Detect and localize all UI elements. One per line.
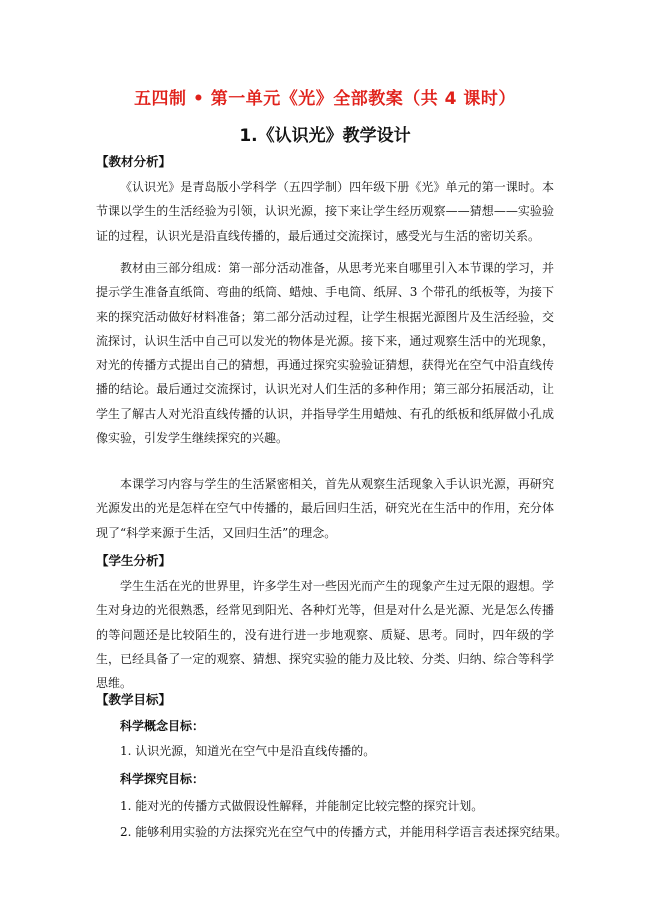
textbook-analysis-heading: 【教材分析】 <box>96 154 172 169</box>
concept-goals-label: 科学概念目标： <box>120 719 205 733</box>
inquiry-goal-2: 2. 能够利用实验的方法探究光在空气中的传播方式，并能用科学语言表述探究结果。 <box>120 825 568 839</box>
textbook-paragraph-1: 《认识光》是青岛版小学科学（五四学制）四年级下册《光》单元的第一课时。本节课以学生的生活经验为引领，认识光源，接下来让学生经历观察——猜想——实验验证的过程，认识光是沿直线传播的，最后通过交流探讨，感受光与生活的密切关系。 <box>96 180 554 243</box>
textbook-paragraph-3: 本课学习内容与学生的生活紧密相关，首先从观察生活现象入手认识光源，再研究光源发出的光是怎样在空气中传播的，最后回归生活，研究光在生活中的作用，充分体现了“科学来源于生活，又回归生活”的理念。 <box>96 477 554 540</box>
document-title: 五四制 • 第一单元《光》全部教案（共 4 课时） <box>134 89 516 109</box>
inquiry-goals-label: 科学探究目标： <box>120 772 205 786</box>
inquiry-goal-1: 1. 能对光的传播方式做假设性解释，并能制定比较完整的探究计划。 <box>120 799 484 813</box>
student-analysis-heading: 【学生分析】 <box>96 553 172 568</box>
lesson-title: 1.《认识光》教学设计 <box>239 126 411 146</box>
textbook-paragraph-2: 教材由三部分组成：第一部分活动准备，从思考光来自哪里引入本节课的学习，并提示学生准备直纸筒、弯曲的纸筒、蜡烛、手电筒、纸屏、3 个带孔的纸板等，为接下来的探究活动做好材料准备；第二部分活动过程，让学生根据光源图片及生活经验，交流探讨，认识生活中自己可以发光的物体是光源。接下来，通过观察生活中的光现象，对光的传播方式提出自己的猜想，再通过探究实验验证猜想，获得光在空气中沿直线传播的结论。最后通过交流探讨，认识光对人们生活的多种作用；第三部分拓展活动，让学生了解古人对光沿直线传播的认识，并指导学生用蜡烛、有孔的纸板和纸屏做小孔成像实验，引发学生继续探究的兴趣。 <box>96 261 554 446</box>
teaching-goals-heading: 【教学目标】 <box>96 692 172 707</box>
concept-goal-1: 1. 认识光源，知道光在空气中是沿直线传播的。 <box>120 744 376 758</box>
student-paragraph-1: 学生生活在光的世界里，许多学生对一些因光而产生的现象产生过无限的遐想。学生对身边的光很熟悉，经常见到阳光、各种灯光等，但是对什么是光源、光是怎么传播的等问题还是比较陌生的，没有进行进一步地观察、质疑、思考。同时，四年级的学生，已经具备了一定的观察、猜想、探究实验的能力及比较、分类、归纳、综合等科学思维。 <box>96 579 554 691</box>
